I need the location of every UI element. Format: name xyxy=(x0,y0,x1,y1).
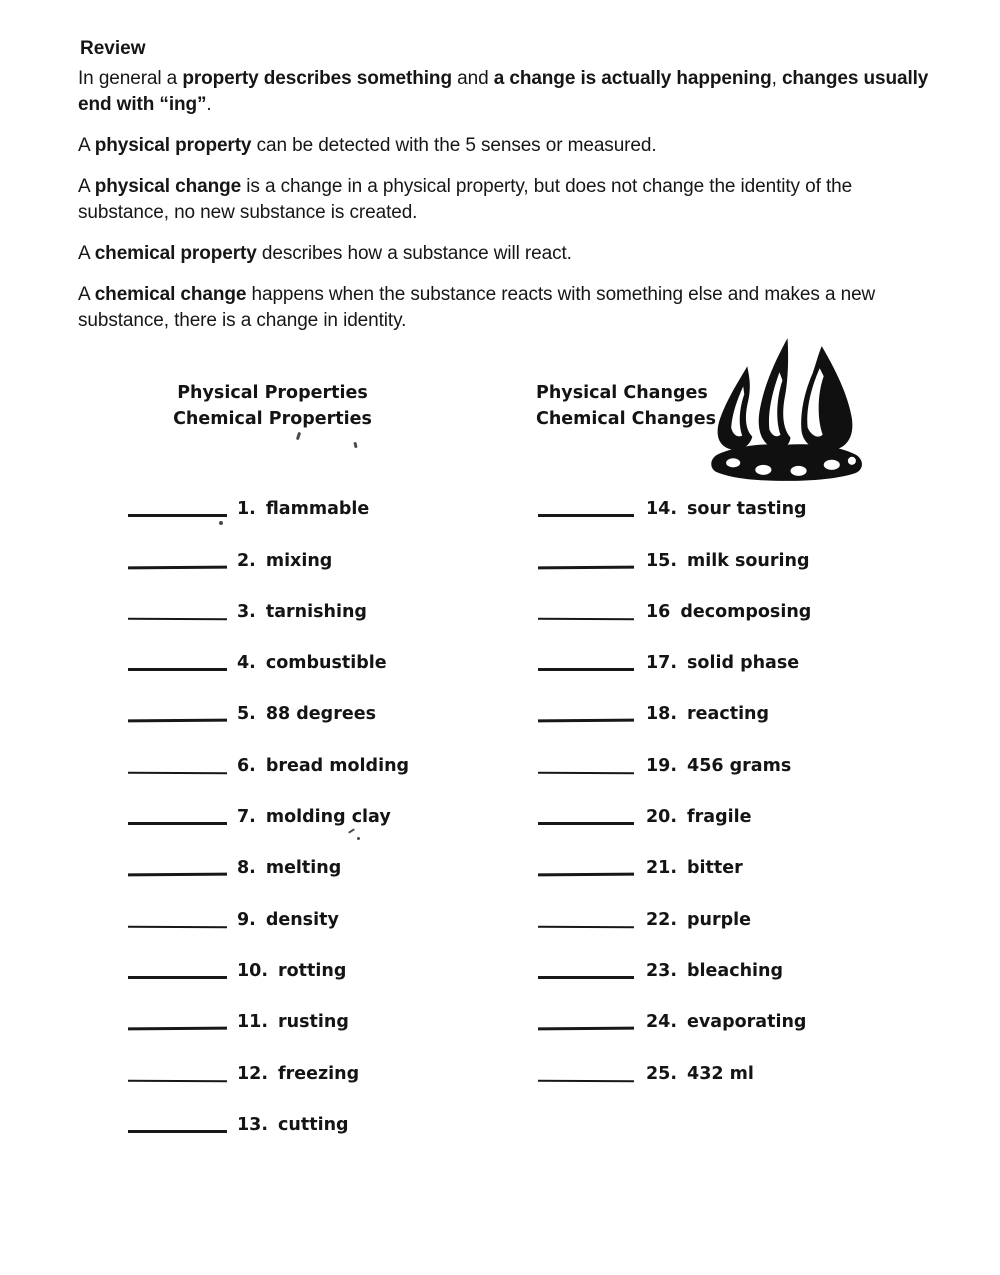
item-number: 4. xyxy=(237,653,256,674)
item-label: tarnishing xyxy=(265,601,367,622)
answer-blank[interactable] xyxy=(128,767,227,774)
item-number: 15. xyxy=(646,550,678,571)
item-number: 11. xyxy=(237,1012,269,1033)
review-section xyxy=(78,36,946,349)
worksheet-item xyxy=(538,981,811,1032)
answer-blank[interactable] xyxy=(538,510,634,517)
item-label: bleaching xyxy=(687,960,784,981)
item-label: rusting xyxy=(278,1012,349,1033)
item-number: 3. xyxy=(237,601,256,622)
worksheet-item xyxy=(128,622,409,673)
item-label: bread molding xyxy=(265,755,410,776)
campfire-icon xyxy=(703,336,869,482)
worksheet-item xyxy=(538,1032,811,1083)
item-label: evaporating xyxy=(687,1012,807,1033)
item-label: bitter xyxy=(687,858,743,879)
worksheet-item xyxy=(128,1084,409,1135)
worksheet-item xyxy=(128,468,409,519)
item-number: 25. xyxy=(646,1063,678,1084)
item-number: 13. xyxy=(237,1114,269,1135)
answer-blank[interactable] xyxy=(128,1023,227,1031)
item-number: 10. xyxy=(237,960,269,981)
worksheet-item xyxy=(128,724,409,775)
item-label: solid phase xyxy=(687,653,800,674)
answer-blank[interactable] xyxy=(128,664,227,671)
chemical-change-definition: A chemical change happens when the substance reacts with something else and makes a new substance, there is a change in identity. xyxy=(78,284,876,331)
right-header-line1: Physical Changes xyxy=(536,383,708,403)
answer-blank[interactable] xyxy=(128,921,227,928)
item-label: reacting xyxy=(687,704,770,725)
worksheet-item xyxy=(128,878,409,929)
item-label: freezing xyxy=(278,1063,360,1084)
answer-blank[interactable] xyxy=(538,614,634,621)
left-header-line1: Physical Properties xyxy=(177,383,368,403)
worksheet-item xyxy=(538,827,811,878)
item-label: flammable xyxy=(265,499,370,520)
answer-blank[interactable] xyxy=(128,1126,227,1133)
answer-blank[interactable] xyxy=(128,510,227,517)
worksheet-item xyxy=(128,827,409,878)
answer-blank[interactable] xyxy=(538,869,634,877)
item-number: 1. xyxy=(237,499,256,520)
worksheet-item xyxy=(538,724,811,775)
worksheet-item xyxy=(538,571,811,622)
answer-blank[interactable] xyxy=(128,561,227,569)
item-number: 24. xyxy=(646,1012,678,1033)
worksheet-item xyxy=(128,776,409,827)
item-label: decomposing xyxy=(680,601,812,622)
item-label: mixing xyxy=(265,550,333,571)
scan-artifact xyxy=(357,837,360,840)
answer-blank[interactable] xyxy=(128,972,227,979)
item-number: 23. xyxy=(646,960,678,981)
answer-blank[interactable] xyxy=(538,1075,634,1082)
physical-change-definition: A physical change is a change in a physical property, but does not change the identity of the substance, no new substance is created. xyxy=(78,176,853,223)
worksheet-item xyxy=(128,981,409,1032)
item-label: sour tasting xyxy=(687,499,807,520)
worksheet-item xyxy=(538,519,811,570)
left-header-line2: Chemical Properties xyxy=(173,409,372,429)
right-items-column xyxy=(538,468,811,1084)
worksheet-item xyxy=(538,468,811,519)
worksheet-item xyxy=(128,571,409,622)
item-number: 22. xyxy=(646,909,678,930)
item-number: 20. xyxy=(646,807,678,828)
answer-blank[interactable] xyxy=(128,869,227,877)
physical-property-definition: A physical property can be detected with the 5 senses or measured. xyxy=(78,135,657,156)
item-label: fragile xyxy=(687,807,752,828)
answer-blank[interactable] xyxy=(538,1023,634,1031)
worksheet-item xyxy=(538,930,811,981)
answer-blank[interactable] xyxy=(538,664,634,671)
answer-blank[interactable] xyxy=(538,767,634,774)
item-number: 17. xyxy=(646,653,678,674)
intro-paragraph: In general a property describes something and a change is actually happening, changes usually end with “ing”. xyxy=(78,68,929,115)
worksheet-item xyxy=(128,519,409,570)
answer-blank[interactable] xyxy=(538,921,634,928)
item-number: 19. xyxy=(646,755,678,776)
item-number: 16 xyxy=(646,601,671,622)
item-number: 14. xyxy=(646,499,678,520)
item-number: 21. xyxy=(646,858,678,879)
answer-blank[interactable] xyxy=(128,715,227,723)
scan-artifact xyxy=(296,432,301,441)
item-number: 12. xyxy=(237,1063,269,1084)
scan-artifact xyxy=(353,442,357,449)
item-label: cutting xyxy=(278,1114,349,1135)
worksheet-item xyxy=(538,878,811,929)
item-number: 9. xyxy=(237,909,256,930)
worksheet-item xyxy=(128,1032,409,1083)
right-header-line2: Chemical Changes xyxy=(536,409,717,429)
worksheet-item xyxy=(128,673,409,724)
item-label: melting xyxy=(265,858,342,879)
item-number: 5. xyxy=(237,704,256,725)
item-number: 8. xyxy=(237,858,256,879)
item-label: combustible xyxy=(265,653,387,674)
answer-blank[interactable] xyxy=(538,561,634,569)
answer-blank[interactable] xyxy=(128,818,227,825)
item-label: purple xyxy=(687,909,752,930)
item-label: milk souring xyxy=(687,550,810,571)
item-label: rotting xyxy=(278,960,347,981)
review-heading: Review xyxy=(80,38,146,59)
right-column-header xyxy=(536,380,716,432)
item-number: 7. xyxy=(237,807,256,828)
item-label: density xyxy=(265,909,339,930)
item-label: 432 ml xyxy=(687,1063,754,1084)
answer-blank[interactable] xyxy=(128,614,227,621)
item-label: molding clay xyxy=(265,807,391,828)
worksheet-item xyxy=(538,622,811,673)
item-label: 88 degrees xyxy=(265,704,376,725)
item-number: 18. xyxy=(646,704,678,725)
left-column-header xyxy=(150,380,395,432)
left-items-column xyxy=(128,468,409,1135)
item-label: 456 grams xyxy=(687,755,792,776)
answer-blank[interactable] xyxy=(128,1075,227,1082)
answer-blank[interactable] xyxy=(538,715,634,723)
worksheet-item xyxy=(538,673,811,724)
answer-blank[interactable] xyxy=(538,818,634,825)
item-number: 2. xyxy=(237,550,256,571)
worksheet-item xyxy=(538,776,811,827)
scan-artifact xyxy=(219,521,223,525)
answer-blank[interactable] xyxy=(538,972,634,979)
item-number: 6. xyxy=(237,755,256,776)
worksheet-item xyxy=(128,930,409,981)
chemical-property-definition: A chemical property describes how a substance will react. xyxy=(78,243,572,264)
